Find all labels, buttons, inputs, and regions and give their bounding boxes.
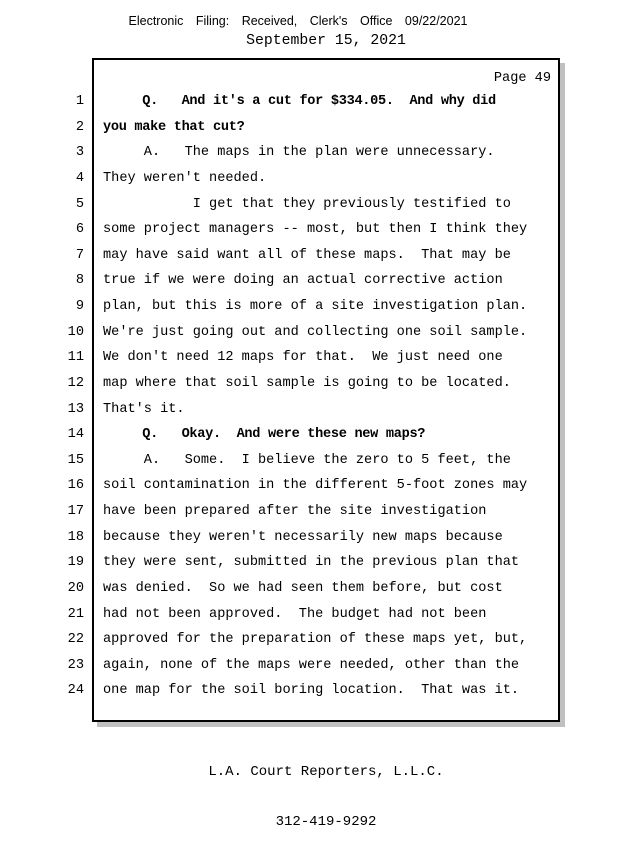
line-number: 3 [75,145,84,161]
transcript-line [0,550,618,576]
transcript-line [0,602,618,628]
transcript-line [0,576,618,602]
transcript-line [0,294,618,320]
line-number: 10 [67,324,84,340]
transcript-line [0,320,618,346]
transcript-line [0,525,618,551]
line-number: 22 [67,632,84,648]
line-number: 20 [67,580,84,596]
transcript-line [0,243,618,269]
line-number: 6 [75,222,84,238]
transcript-line [0,115,618,141]
line-number: 21 [67,606,84,622]
line-text: one map for the soil boring location. That was it. [103,683,520,699]
transcript-line [0,371,618,397]
reporter-name: L.A. Court Reporters, L.L.C. [208,764,444,780]
line-text: soil contamination in the different 5-foot zones may [103,478,528,494]
line-text: We're just going out and collecting one soil sample. [103,324,528,340]
line-number: 19 [67,555,84,571]
transcript-line [0,448,618,474]
transcript-line [0,678,618,704]
line-text: had not been approved. The budget had not been [103,606,487,622]
reporter-footer [92,731,560,863]
line-number: 8 [75,273,84,289]
line-text: may have said want all of these maps. That may be [103,247,511,263]
efiling-stamp: Electronic Filing: Received, Clerk's Office 09/22/2021 [128,14,468,28]
line-text: map where that soil sample is going to be located. [103,375,511,391]
line-number: 23 [67,657,84,673]
transcript-body [0,89,618,704]
line-number: 16 [67,478,84,494]
transcript-line [0,397,618,423]
line-text: they were sent, submitted in the previous plan that [103,555,520,571]
line-text: plan, but this is more of a site investigation plan. [103,299,528,314]
line-number: 11 [67,350,84,366]
line-number: 12 [67,375,84,391]
line-number: 14 [67,427,84,443]
transcript-line [0,422,618,448]
transcript-line [0,217,618,243]
line-number: 5 [75,196,84,212]
line-text: have been prepared after the site investigation [103,504,487,519]
line-text: We don't need 12 maps for that. We just need one [103,350,503,366]
line-number: 18 [67,529,84,545]
line-number: 13 [67,401,84,417]
deposition-date: September 15, 2021 [246,33,406,49]
line-text: true if we were doing an actual corrective action [103,273,503,289]
line-number: 1 [75,94,84,109]
reporter-phone: 312-419-9292 [275,813,377,830]
line-text: They weren't needed. [103,170,267,186]
line-text: Q. Okay. And were these new maps? [103,427,426,443]
line-text: some project managers -- most, but then I think they [103,222,528,238]
transcript-line [0,653,618,679]
transcript-line [0,140,618,166]
line-number: 15 [67,452,84,468]
line-text: you make that cut? [103,119,245,135]
transcript-line [0,166,618,192]
line-text: approved for the preparation of these maps yet, but, [103,632,528,648]
line-text: Q. And it's a cut for $334.05. And why did [103,94,496,109]
line-text: That's it. [103,401,185,417]
line-text: I get that they previously testified to [103,196,511,212]
line-text: A. The maps in the plan were unnecessary. [103,145,495,161]
line-number: 24 [67,683,84,699]
transcript-line [0,627,618,653]
line-text: was denied. So we had seen them before, but cost [103,580,503,596]
transcript-line [0,89,618,115]
line-number: 4 [75,170,84,186]
line-text: A. Some. I believe the zero to 5 feet, the [103,452,511,468]
transcript-line [0,499,618,525]
line-number: 2 [75,119,84,135]
line-text: because they weren't necessarily new maps because [103,529,503,545]
page-number-label: Page 49 [493,71,551,86]
transcript-line [0,192,618,218]
line-number: 9 [75,299,84,314]
transcript-line [0,473,618,499]
line-text: again, none of the maps were needed, other than the [103,657,520,673]
transcript-line [0,268,618,294]
line-number: 17 [67,504,84,519]
transcript-line [0,345,618,371]
line-number: 7 [75,247,84,263]
